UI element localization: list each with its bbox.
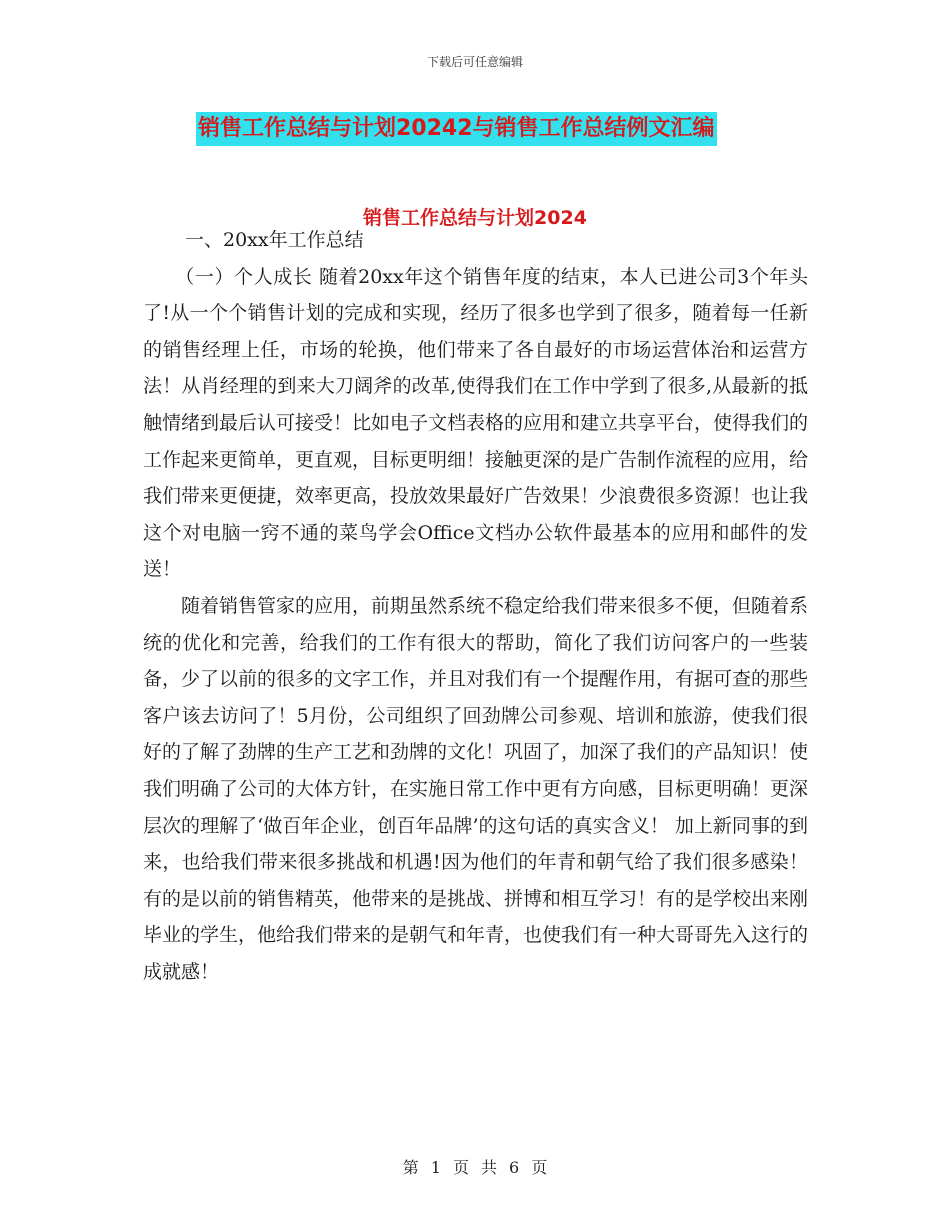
footer-total-label: 共: [481, 1158, 498, 1177]
document-body: [143, 222, 808, 990]
document-title: 销售工作总结与计划20242与销售工作总结例文汇编: [196, 112, 717, 146]
paragraph-personal-growth: （一）个人成长 随着20xx年这个销售年度的结束，本人已进公司3个年头了!从一个个销售计划的完成和实现，经历了很多也学到了很多，随着每一任新的销售经理上任，市场的轮换，他们带来了各自最好的市场运营体治和运营方法！从肖经理的到来大刀阔斧的改革,使得我们在工作中学到了很多,从最新的抵触情绪到最后认可接受！比如电子文档表格的应用和建立共享平台，使得我们的工作起来更简单，更直观，目标更明细！接触更深的是广告制作流程的应用，给我们带来更便捷，效率更高，投放效果最好广告效果！少浪费很多资源！也让我这个对电脑一窍不通的菜鸟学会Office文档办公软件最基本的应用和邮件的发送！: [143, 265, 809, 581]
section-title: 销售工作总结与计划2024: [363, 207, 587, 229]
total-pages: 6: [509, 1158, 520, 1177]
page-number: 1: [430, 1158, 441, 1177]
paragraph-sales-system: 随着销售管家的应用，前期虽然系统不稳定给我们带来很多不便，但随着系统的优化和完善，给我们的工作有很大的帮助，简化了我们访问客户的一些装备，少了以前的很多的文字工作，并且对我们有一个提醒作用，有据可查的那些客户该去访问了！5月份，公司组织了回劲牌公司参观、培训和旅游，使我们很好的了解了劲牌的生产工艺和劲牌的文化！巩固了，加深了我们的产品知识！使我们明确了公司的大体方针，在实施日常工作中更有方向感，目标更明确！更深层次的理解了‘做百年企业，创百年品牌’的这句话的真实含义！ 加上新同事的到来，也给我们带来很多挑战和机遇!因为他们的年青和朝气给了我们很多感染！有的是以前的销售精英，他带来的是挑战、拼博和相互学习！有的是学校出来刚毕业的学生，他给我们带来的是朝气和年青，也使我们有一种大哥哥先入这行的成就感！: [143, 594, 809, 983]
footer-prefix: 第: [402, 1158, 419, 1177]
footer-page-word: 页: [452, 1158, 469, 1177]
header-note: 下载后可任意编辑: [426, 55, 523, 69]
section-heading: 一、20xx年工作总结: [185, 229, 364, 251]
footer-suffix: 页: [531, 1158, 548, 1177]
page-footer: [0, 1155, 950, 1178]
